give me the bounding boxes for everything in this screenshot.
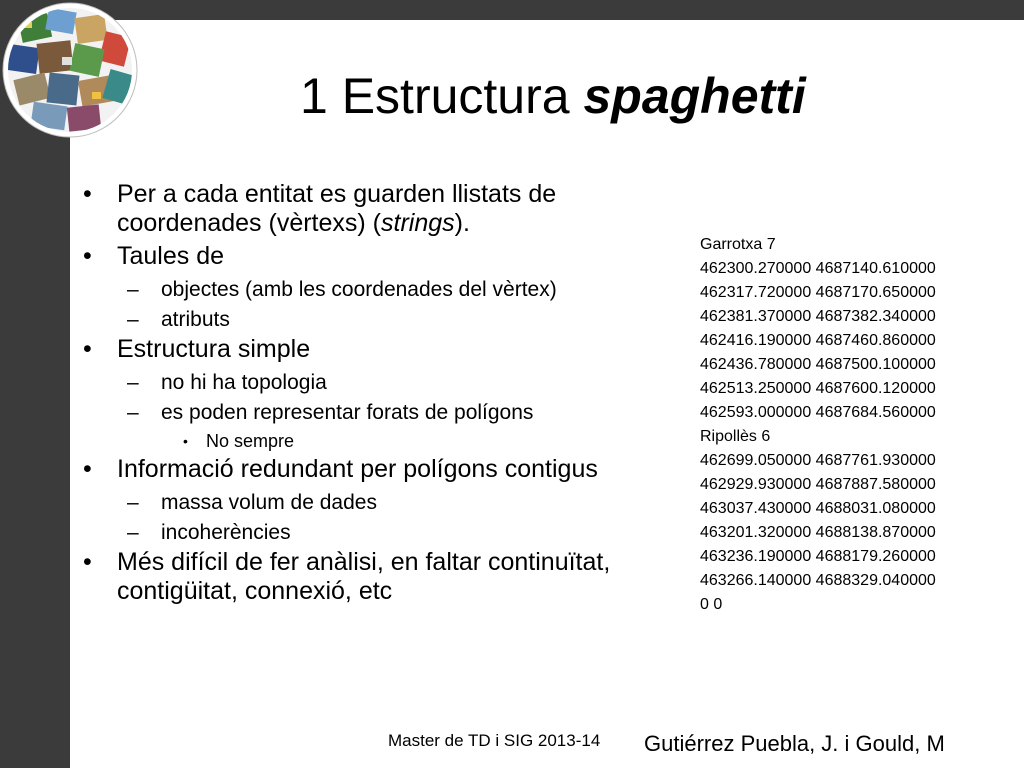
coordinate-line: 462416.190000 4687460.860000 bbox=[700, 332, 936, 349]
sub-sub-bullet-text: No sempre bbox=[206, 431, 295, 451]
sub-bullet-item bbox=[82, 398, 692, 428]
sub-bullet-item bbox=[82, 518, 692, 548]
sub-bullet-text: es poden representar forats de polígons bbox=[161, 401, 534, 424]
bullet-text: ). bbox=[454, 209, 470, 237]
footer-course: Master de TD i SIG 2013-14 bbox=[388, 731, 601, 750]
coordinate-line: 0 0 bbox=[700, 596, 723, 613]
bullet-text: Informació redundant per polígons contigus bbox=[117, 455, 598, 483]
footer-author: Gutiérrez Puebla, J. i Gould, M bbox=[644, 731, 945, 756]
bullet-item bbox=[82, 548, 692, 606]
bullet-text: Per a cada entitat es guarden llistats de coordenades (vèrtexs) ( bbox=[117, 180, 557, 237]
bullet-text-italic: strings bbox=[381, 209, 455, 237]
coordinate-line: 462513.250000 4687600.120000 bbox=[700, 380, 936, 397]
bullet-text: Estructura simple bbox=[117, 335, 311, 363]
coordinate-line: 462593.000000 4687684.560000 bbox=[700, 404, 936, 421]
sub-bullet-item bbox=[82, 275, 692, 305]
coordinate-line: 463201.320000 4688138.870000 bbox=[700, 524, 936, 541]
coordinate-line: 462436.780000 4687500.100000 bbox=[700, 356, 936, 373]
coordinate-line: 463236.190000 4688179.260000 bbox=[700, 548, 936, 565]
bullet-item bbox=[82, 242, 692, 271]
sub-bullet-item bbox=[82, 368, 692, 398]
coordinate-line: Garrotxa 7 bbox=[700, 236, 776, 253]
coordinate-line: 462381.370000 4687382.340000 bbox=[700, 308, 936, 325]
coordinate-line: 463037.430000 4688031.080000 bbox=[700, 500, 936, 517]
sub-bullet-text: incoherències bbox=[161, 521, 291, 544]
bullet-list bbox=[82, 180, 692, 610]
coordinate-line: 463266.140000 4688329.040000 bbox=[700, 572, 936, 589]
slide-title-text: 1 Estructura bbox=[300, 68, 570, 124]
sub-bullet-text: massa volum de dades bbox=[161, 491, 377, 514]
sub-bullet-item bbox=[82, 488, 692, 518]
bullet-item bbox=[82, 180, 692, 238]
slide-title-emphasis: spaghetti bbox=[583, 68, 806, 124]
slide-title bbox=[300, 64, 806, 128]
coordinate-line: 462300.270000 4687140.610000 bbox=[700, 260, 936, 277]
coordinate-listing bbox=[700, 233, 936, 617]
coordinate-line: 462699.050000 4687761.930000 bbox=[700, 452, 936, 469]
bullet-text: Taules de bbox=[117, 242, 225, 270]
coordinate-line: 462317.720000 4687170.650000 bbox=[700, 284, 936, 301]
bullet-item bbox=[82, 335, 692, 364]
coordinate-line: Ripollès 6 bbox=[700, 428, 771, 445]
sub-bullet-item bbox=[82, 305, 692, 335]
sub-bullet-text: no hi ha topologia bbox=[161, 371, 327, 394]
gis-collage-logo-icon bbox=[2, 2, 138, 138]
bullet-item bbox=[82, 455, 692, 484]
sub-bullet-text: objectes (amb les coordenades del vèrtex) bbox=[161, 278, 557, 301]
top-frame-bar bbox=[0, 0, 1024, 20]
sub-sub-bullet-item bbox=[82, 428, 692, 455]
coordinate-line: 462929.930000 4687887.580000 bbox=[700, 476, 936, 493]
sub-bullet-text: atributs bbox=[161, 308, 230, 331]
bullet-text: Més difícil de fer anàlisi, en faltar continuïtat, contigüitat, connexió, etc bbox=[117, 548, 611, 605]
